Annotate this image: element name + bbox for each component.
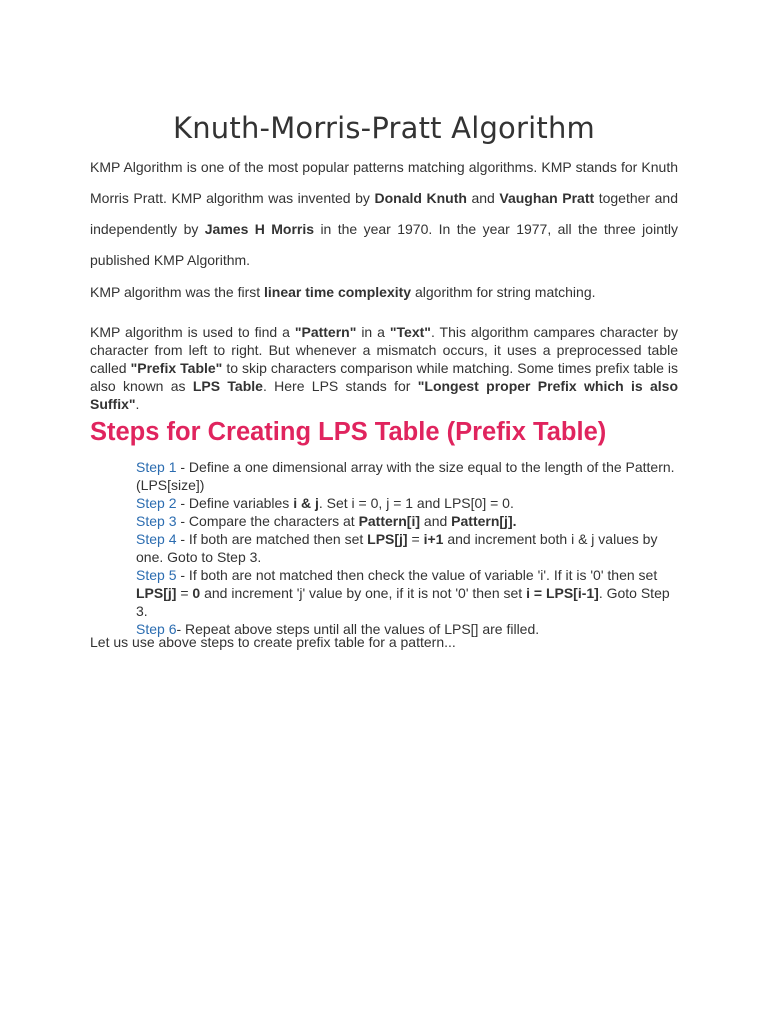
usage-bold-pattern: "Pattern" xyxy=(294,324,357,340)
intro-text-1: KMP Algorithm is one of the most popular patterns matching algorithms. KMP stands for Knuth Morris Pratt. KMP algorithm was invented by xyxy=(90,159,678,206)
step-6-text: - Repeat above steps until all the values of LPS[] are filled. xyxy=(176,621,540,637)
linear-text-2: algorithm for string matching. xyxy=(411,284,596,300)
step-1-label: Step 1 xyxy=(136,459,177,475)
steps-list xyxy=(136,458,678,638)
intro-paragraph xyxy=(90,152,678,276)
intro-text-3: together and independently by xyxy=(90,190,679,237)
closing-paragraph: Let us use above steps to create prefix table for a pattern... xyxy=(90,634,456,650)
step-5-label: Step 5 xyxy=(136,567,177,583)
usage-bold-lps-table: LPS Table xyxy=(192,378,263,394)
step-3-text-2: and xyxy=(420,513,452,529)
step-3-bold-2: Pattern[j]. xyxy=(451,513,517,529)
intro-text-4: in the year 1970. In the year 1977, all the three jointly published KMP Algorithm. xyxy=(90,221,678,268)
usage-text-5: . Here LPS stands for xyxy=(262,378,418,394)
step-1-text: - Define a one dimensional array with the size equal to the length of the Pattern. (LPS[size]) xyxy=(136,459,675,493)
step-4-bold-1: LPS[j] xyxy=(367,531,408,547)
intro-bold-james-h-morris: James H Morris xyxy=(204,221,315,237)
step-5-text-2: = xyxy=(176,585,193,601)
usage-paragraph xyxy=(90,323,678,413)
usage-bold-prefix-table: "Prefix Table" xyxy=(130,360,223,376)
usage-text-1: KMP algorithm is used to find a xyxy=(90,324,295,340)
page-title: Knuth-Morris-Pratt Algorithm xyxy=(173,111,595,145)
step-4 xyxy=(136,530,678,566)
step-4-text-2: = xyxy=(407,531,424,547)
linear-paragraph xyxy=(90,282,678,302)
step-2 xyxy=(136,494,678,512)
step-2-label: Step 2 xyxy=(136,495,177,511)
step-1 xyxy=(136,458,678,494)
section-heading: Steps for Creating LPS Table (Prefix Table) xyxy=(90,418,607,446)
step-4-label: Step 4 xyxy=(136,531,177,547)
step-5-bold-1: LPS[j] xyxy=(136,585,177,601)
step-3 xyxy=(136,512,678,530)
intro-bold-vaughan-pratt: Vaughan Pratt xyxy=(499,190,595,206)
step-5-text-1: - If both are not matched then check the value of variable 'i'. If it is '0' then set xyxy=(176,567,658,583)
step-2-bold: i & j xyxy=(293,495,319,511)
step-2-text-2: . Set i = 0, j = 1 and LPS[0] = 0. xyxy=(318,495,514,511)
linear-bold: linear time complexity xyxy=(264,284,412,300)
step-5-bold-3: i = LPS[i-1] xyxy=(526,585,599,601)
step-5-bold-2: 0 xyxy=(192,585,201,601)
step-3-label: Step 3 xyxy=(136,513,177,529)
linear-text-1: KMP algorithm was the first xyxy=(90,284,265,300)
usage-bold-lps-meaning: "Longest proper Prefix which is also Suffix" xyxy=(90,378,678,412)
usage-text-4: to skip characters comparison while matching. Some times prefix table is also known as xyxy=(90,360,679,394)
step-3-bold-1: Pattern[i] xyxy=(358,513,421,529)
step-2-text-1: - Define variables xyxy=(176,495,294,511)
step-6-label: Step 6 xyxy=(136,621,177,637)
step-5-text-4: . Goto Step 3. xyxy=(136,585,670,619)
intro-text-2: and xyxy=(466,190,500,206)
step-3-text-1: - Compare the characters at xyxy=(176,513,359,529)
usage-text-3: . This algorithm campares character by character from left to right. But whenever a mismatch occurs, it uses a preprocessed table called xyxy=(90,324,678,376)
usage-text-2: in a xyxy=(356,324,390,340)
step-4-text-3: and increment both i & j values by one. Goto to Step 3. xyxy=(136,531,658,565)
usage-bold-text: "Text" xyxy=(389,324,431,340)
step-4-text-1: - If both are matched then set xyxy=(176,531,368,547)
step-5-text-3: and increment 'j' value by one, if it is not '0' then set xyxy=(200,585,527,601)
usage-text-6: . xyxy=(135,396,140,412)
step-4-bold-2: i+1 xyxy=(423,531,444,547)
step-5 xyxy=(136,566,678,620)
intro-bold-donald-knuth: Donald Knuth xyxy=(374,190,467,206)
